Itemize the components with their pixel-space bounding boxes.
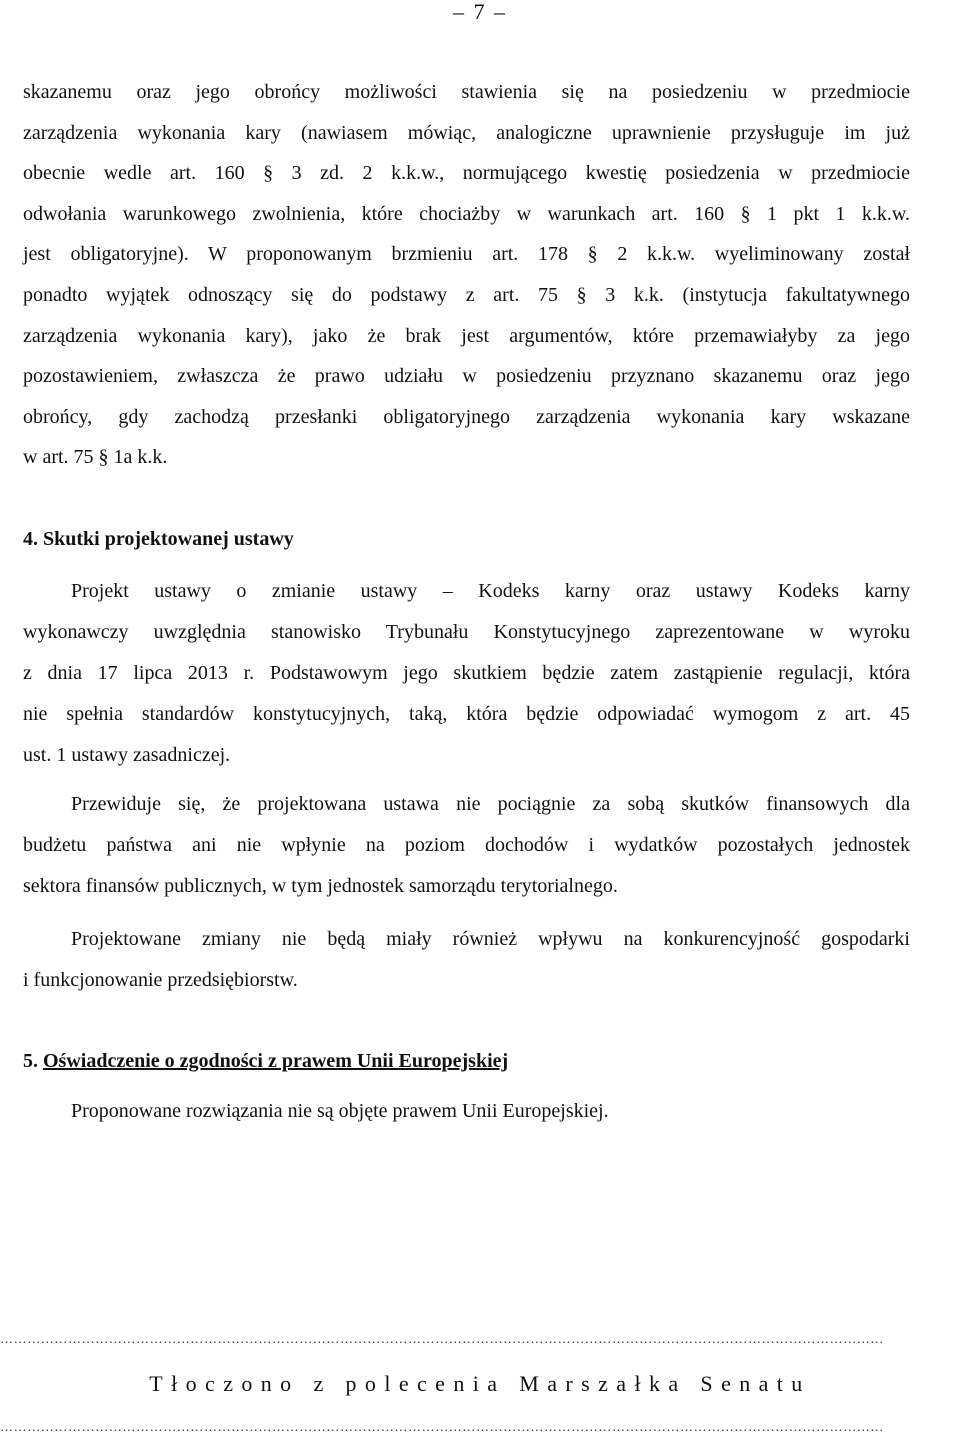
text-line: pozostawieniem, zwłaszcza że prawo udziału w posiedzeniu przyznano skazanemu oraz jego — [23, 365, 910, 388]
text-line: skazanemu oraz jego obrońcy możliwości stawienia się na posiedzeniu w przedmiocie — [23, 81, 910, 103]
text-line: Przewiduje się, że projektowana ustawa nie pociągnie za sobą skutków finansowych dla — [71, 793, 910, 815]
text-line: Projekt ustawy o zmianie ustawy – Kodeks karny oraz ustawy Kodeks karny — [71, 580, 910, 602]
section-4-paragraph-a — [23, 571, 910, 775]
section-4-paragraph-c — [23, 919, 910, 1001]
section-4-paragraph-b — [23, 784, 910, 907]
text-line: obrońcy, gdy zachodzą przesłanki obligatoryjnego zarządzenia wykonania kary wskazane — [23, 405, 910, 428]
section-4-heading: 4. Skutki projektowanej ustawy — [23, 528, 294, 550]
text-line: jest obligatoryjne). W proponowanym brzmieniu art. 178 § 2 k.k.w. wyeliminowany został — [23, 243, 910, 266]
text-line: nie spełnia standardów konstytucyjnych, taką, która będzie odpowiadać wymogom z art. 45 — [23, 702, 910, 725]
text-line: odwołania warunkowego zwolnienia, które chociażby w warunkach art. 160 § 1 pkt 1 k.k.w. — [23, 202, 910, 225]
text-line: budżetu państwa ani nie wpłynie na poziom dochodów i wydatków pozostałych jednostek — [23, 833, 910, 856]
text-line: Proponowane rozwiązania nie są objęte prawem Unii Europejskiej. — [71, 1100, 609, 1122]
section-5-title: Oświadczenie o zgodności z prawem Unii Europejskiej — [43, 1050, 509, 1072]
section-5-paragraph — [23, 1091, 910, 1132]
text-line: sektora finansów publicznych, w tym jednostek samorządu terytorialnego. — [23, 874, 618, 897]
footer-dotted-line-top: …………………………………………………………………………………………………………………………………………………………………………… — [0, 1332, 884, 1346]
text-line: ponadto wyjątek odnoszący się do podstawy z art. 75 § 3 k.k. (instytucja fakultatywnego — [23, 283, 910, 306]
footer-print-note: Tłoczono z polecenia Marszałka Senatu — [149, 1371, 811, 1396]
text-line: Projektowane zmiany nie będą miały również wpływu na konkurencyjność gospodarki — [71, 928, 910, 950]
text-line: wykonawczy uwzględnia stanowisko Trybunału Konstytucyjnego zaprezentowane w wyroku — [23, 620, 910, 643]
page-number: – 7 – — [453, 0, 507, 24]
text-line: ust. 1 ustawy zasadniczej. — [23, 743, 231, 766]
text-line: zarządzenia wykonania kary), jako że brak jest argumentów, które przemawiałyby za jego — [23, 324, 910, 347]
text-line: z dnia 17 lipca 2013 r. Podstawowym jego skutkiem będzie zatem zastąpienie regulacji, która — [23, 661, 910, 684]
section-5-heading — [23, 1049, 508, 1073]
section-5-number: 5. — [23, 1050, 38, 1072]
text-line: zarządzenia wykonania kary (nawiasem mówiąc, analogiczne uprawnienie przysługuje im już — [23, 121, 910, 144]
paragraph-1 — [23, 72, 910, 478]
text-line: w art. 75 § 1a k.k. — [23, 446, 168, 469]
text-line: obecnie wedle art. 160 § 3 zd. 2 k.k.w., normującego kwestię posiedzenia w przedmiocie — [23, 162, 910, 185]
footer-dotted-line-bottom: …………………………………………………………………………………………………………………………………………………………………………… — [0, 1420, 884, 1434]
text-line: i funkcjonowanie przedsiębiorstw. — [23, 968, 298, 991]
